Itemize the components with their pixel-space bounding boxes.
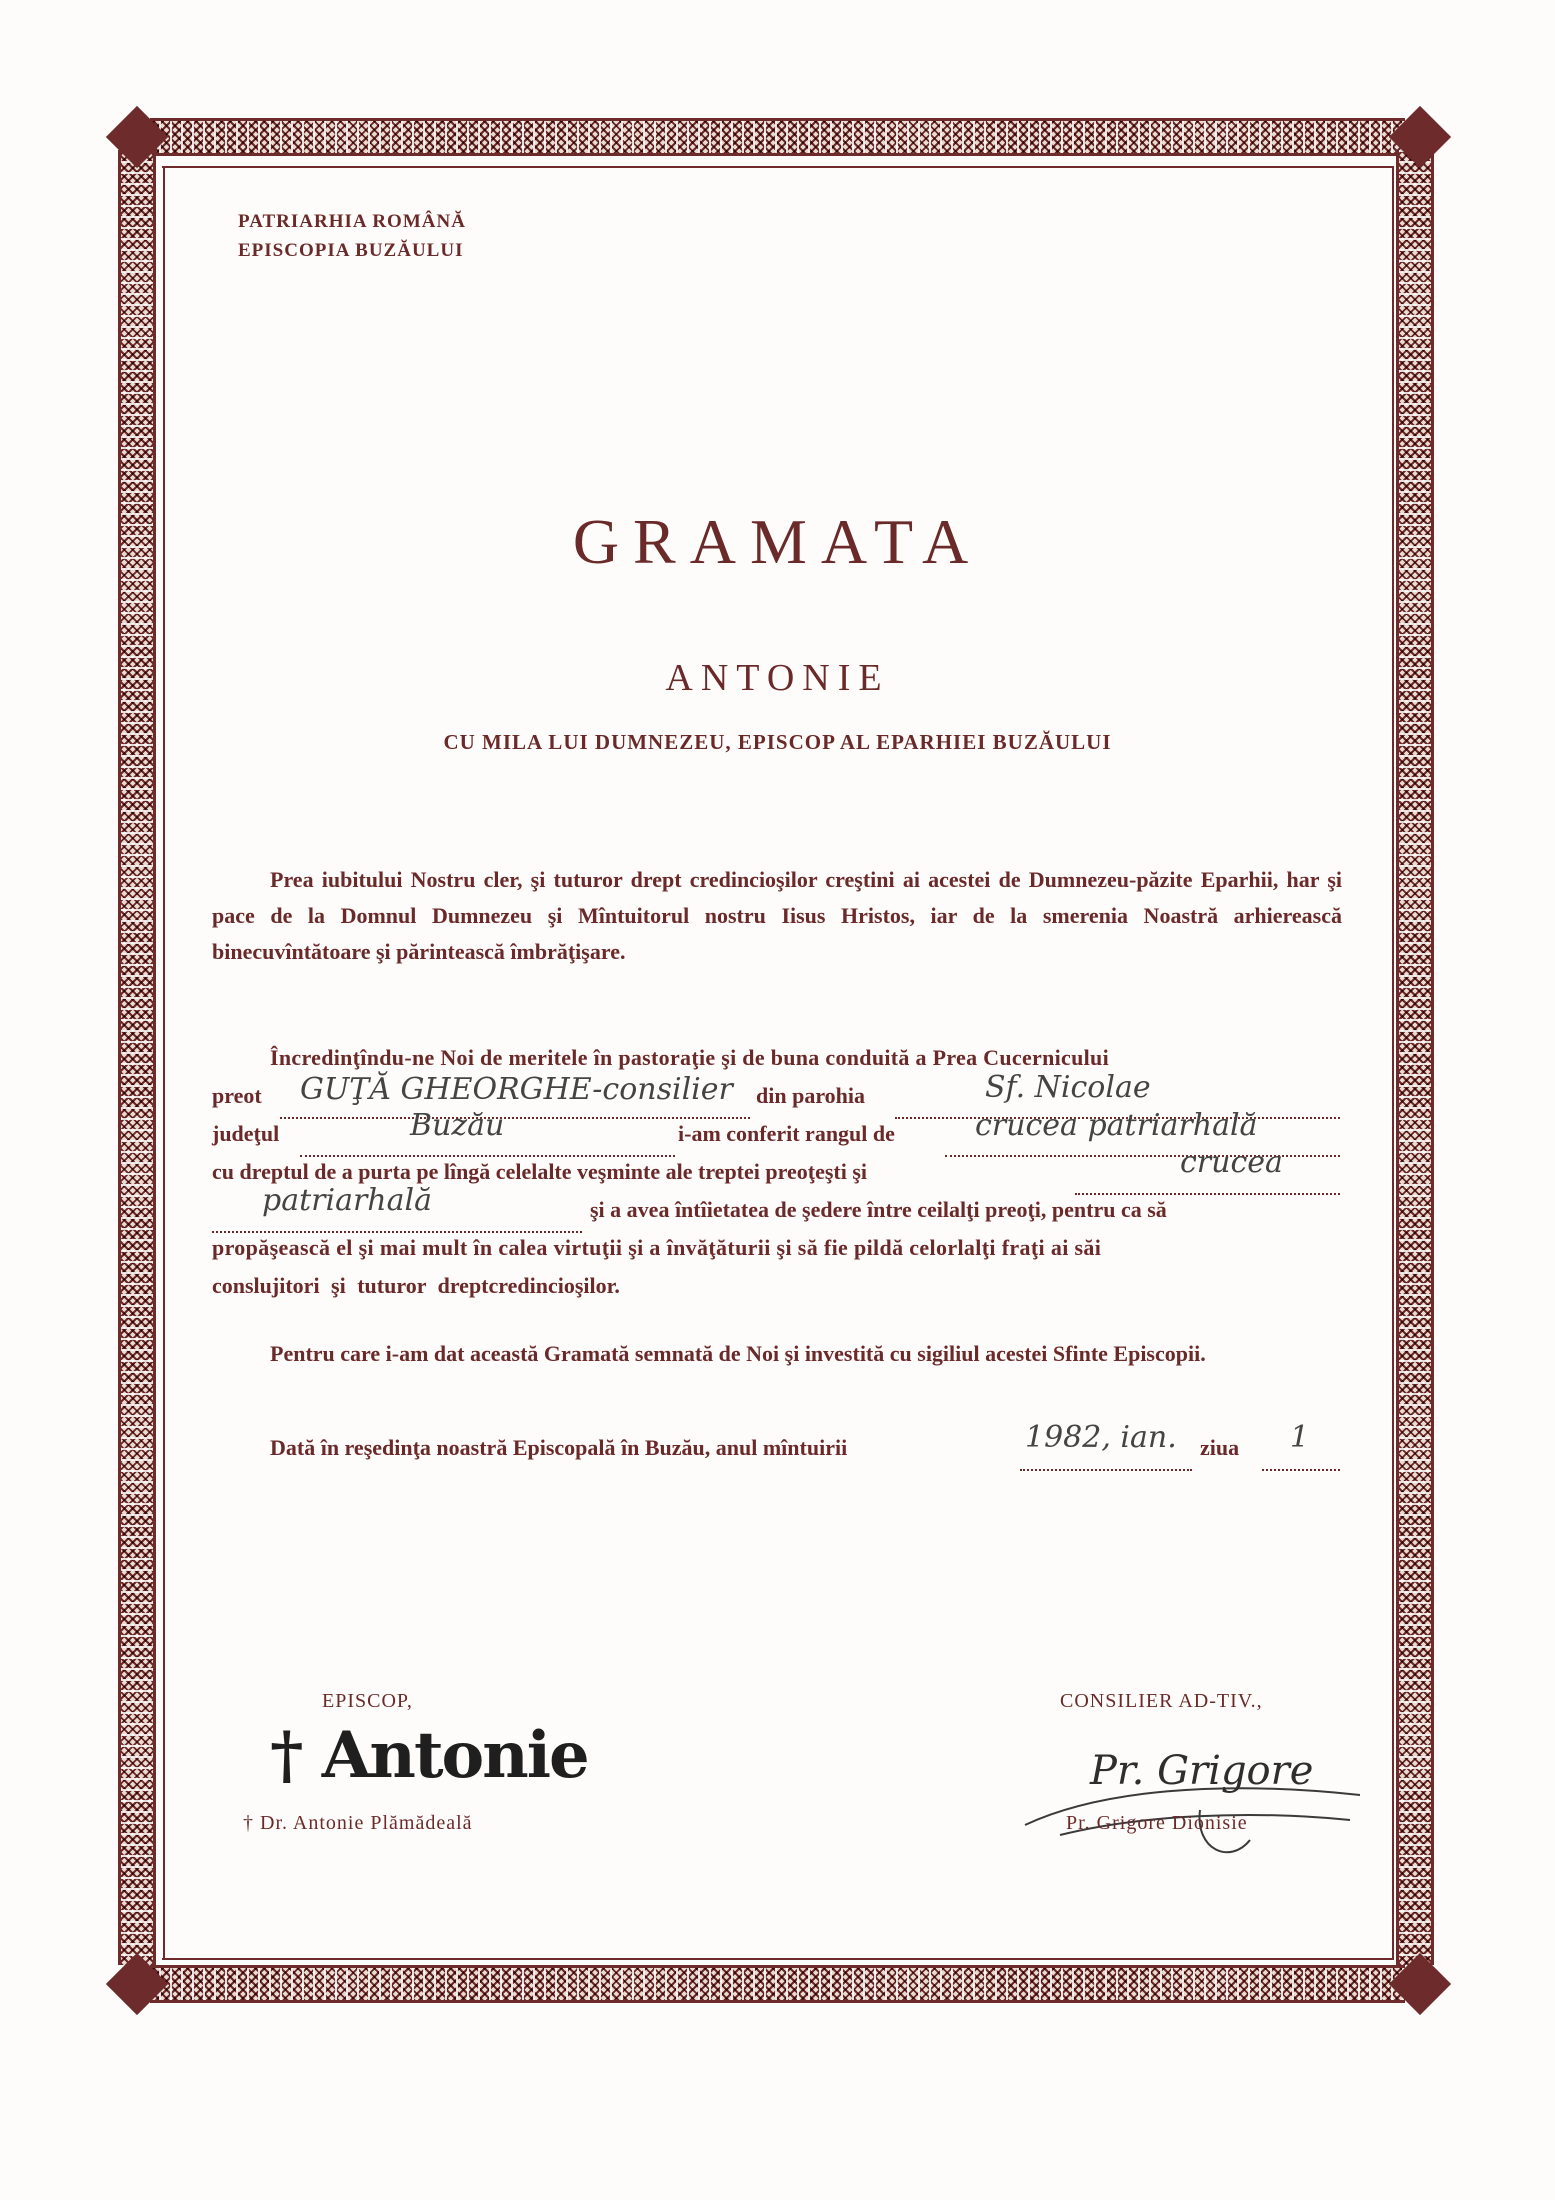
bishop-signature: † Antonie (270, 1718, 588, 1793)
virtue-text: propăşească el şi mai mult în calea virtuţii şi a învăţăturii şi să fie pildă celorlalţi fraţi ai săi (212, 1235, 1102, 1260)
parohia-value: Sf. Nicolae (985, 1070, 1151, 1105)
bishop-printed-name: † Dr. Antonie Plămădeală (243, 1812, 473, 1834)
inner-border-top (162, 166, 1394, 168)
inner-border-left (163, 166, 165, 1958)
border-left (118, 150, 156, 1965)
border-right (1396, 150, 1434, 1965)
bishop-subtitle: CU MILA LUI DUMNEZEU, EPISCOP AL EPARHIEI BUZĂULUI (443, 730, 1112, 754)
border-bottom (150, 1965, 1405, 2003)
greeting-paragraph: Prea iubitului Nostru cler, şi tuturor drept credincioşilor creştini ai acestei de Dumnezeu-păzite Eparhii, har şi pace de la Domnul Dumnezeu şi Mîntuitorul nostru Iisus Hristos, iar de la smerenia Noastră arhierească binecuvîntătoare şi părintească îmbrăţişare. (212, 867, 1342, 964)
precedence-text: şi a avea întîietatea de şedere între ceilalţi preoţi, pentru ca să (590, 1197, 1167, 1222)
ziua-value: 1 (1290, 1420, 1310, 1455)
ziua-label: ziua (1200, 1435, 1240, 1460)
counselor-signature: Pr. Grigore (1090, 1748, 1314, 1794)
issuer-header (238, 207, 466, 265)
corner-diamond-bottom-left (106, 1953, 168, 2015)
inner-border-right (1392, 166, 1394, 1958)
judet-label: judeţul (212, 1121, 280, 1146)
bishop-name: ANTONIE (665, 657, 890, 699)
drept-value-2: patriarhală (262, 1183, 432, 1218)
conclusion-text: conslujitori şi tuturor dreptcredincioşilor. (212, 1273, 620, 1298)
bishop-signature-title: EPISCOP, (322, 1690, 413, 1712)
drept-value-1: crucea (1180, 1145, 1283, 1180)
merit-intro-line: Încredinţîndu-ne Noi de meritele în pastoraţie şi de buna conduită a Prea Cucernicului (270, 1045, 1110, 1070)
corner-diamond-top-left (106, 106, 168, 168)
issuer-diocese: EPISCOPIA BUZĂULUI (238, 240, 464, 261)
year-value: 1982, ian. (1025, 1420, 1177, 1455)
counselor-printed-name: Pr. Grigore Dionisie (1066, 1812, 1248, 1834)
judet-value: Buzău (410, 1108, 505, 1143)
document-title: GRAMATA (572, 506, 983, 577)
seal-paragraph: Pentru care i-am dat această Gramată semnată de Noi şi investită cu sigiliul acestei Sfinte Episcopii. (270, 1341, 1206, 1366)
counselor-signature-title: CONSILIER AD-TIV., (1060, 1690, 1263, 1712)
preot-label: preot (212, 1083, 262, 1108)
inner-border-bottom (162, 1958, 1394, 1960)
issuer-patriarchate: PATRIARHIA ROMÂNĂ (238, 211, 466, 232)
date-label: Dată în reşedinţa noastră Episcopală în Buzău, anul mîntuirii (270, 1435, 848, 1460)
rang-value: crucea patriarhală (975, 1108, 1258, 1143)
rang-label: i-am conferit rangul de (678, 1121, 895, 1146)
drept-label: cu dreptul de a purta pe lîngă celelalte veşminte ale treptei preoţeşti şi (212, 1159, 868, 1184)
border-top (150, 118, 1405, 156)
preot-value: GUŢĂ GHEORGHE-consilier (300, 1072, 733, 1107)
parohia-label: din parohia (756, 1083, 866, 1108)
